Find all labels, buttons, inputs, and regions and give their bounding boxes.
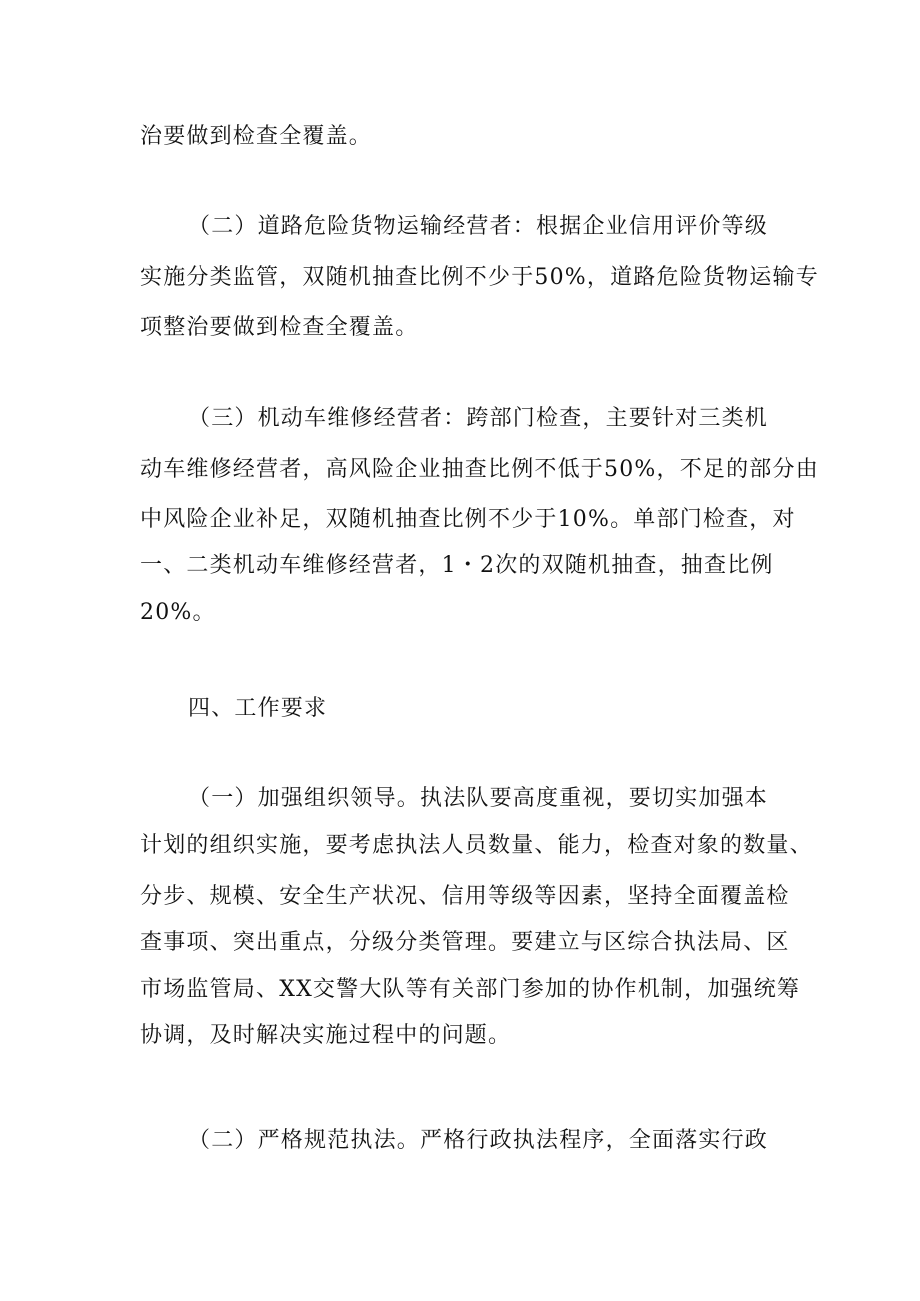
paragraph-line: 中风险企业补足，双随机抽查比例不少于10%。单部门检查，对 xyxy=(140,507,796,532)
paragraph-line: 动车维修经营者，高风险企业抽查比例不低于50%，不足的部分由 xyxy=(140,457,819,482)
paragraph-line: （三）机动车维修经营者：跨部门检查，主要针对三类机 xyxy=(188,406,769,431)
paragraph-line: 20%。 xyxy=(140,600,216,625)
paragraph-line: 计划的组织实施，要考虑执法人员数量、能力，检查对象的数量、 xyxy=(140,833,813,858)
paragraph-line: 一、二类机动车维修经营者，1・2次的双随机抽查，抽查比例 xyxy=(140,553,774,578)
paragraph-line: （一）加强组织领导。执法队要高度重视，要切实加强本 xyxy=(188,786,769,811)
paragraph-line: 实施分类监管，双随机抽查比例不少于50%，道路危险货物运输专 xyxy=(140,265,819,290)
paragraph-line: 市场监管局、XX交警大队等有关部门参加的协作机制，加强统筹 xyxy=(140,977,801,1002)
section-heading: 四、工作要求 xyxy=(188,696,328,721)
paragraph-line: 分步、规模、安全生产状况、信用等级等因素，坚持全面覆盖检 xyxy=(140,884,790,909)
paragraph-line: 治要做到检查全覆盖。 xyxy=(140,124,373,149)
paragraph-line: （二）道路危险货物运输经营者：根据企业信用评价等级 xyxy=(188,214,769,239)
paragraph-line: 项整治要做到检查全覆盖。 xyxy=(140,315,419,340)
paragraph-line: 查事项、突出重点，分级分类管理。要建立与区综合执法局、区 xyxy=(140,930,790,955)
paragraph-line: （二）严格规范执法。严格行政执法程序，全面落实行政 xyxy=(188,1128,769,1153)
paragraph-line: 协调，及时解决实施过程中的问题。 xyxy=(140,1023,512,1048)
